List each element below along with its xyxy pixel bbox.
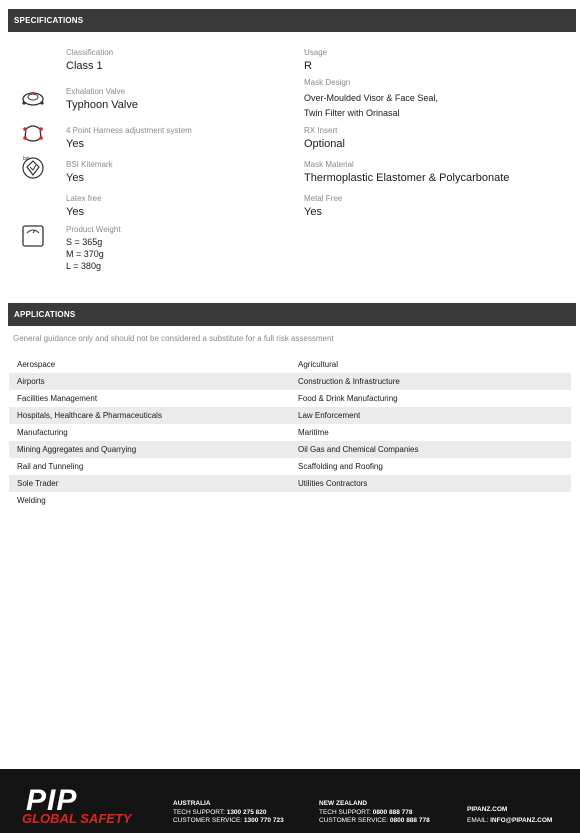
nz-tech-label: TECH SUPPORT:	[319, 808, 371, 816]
spec-value: Optional	[304, 138, 345, 150]
nz-tech-number[interactable]: 0800 888 778	[372, 808, 413, 816]
application-right	[290, 492, 571, 509]
pip-logo	[22, 783, 147, 825]
spec-mask-material	[304, 160, 564, 185]
spec-value: Yes	[66, 172, 84, 184]
spec-value: Yes	[66, 138, 84, 150]
spec-label: Product Weight	[66, 225, 121, 234]
table-row	[9, 441, 571, 458]
table-row	[9, 475, 571, 492]
applications-header: APPLICATIONS	[8, 303, 576, 326]
spec-label: Metal Free	[304, 194, 343, 203]
application-left: Manufacturing	[17, 428, 68, 437]
spec-rx-insert	[304, 126, 564, 151]
spec-exhalation-valve	[66, 87, 286, 112]
spec-label: BSI Kitemark	[66, 160, 113, 169]
svg-text:bsi: bsi	[23, 156, 30, 162]
footer-new-zealand	[319, 800, 430, 826]
au-tech-label: TECH SUPPORT:	[173, 808, 225, 816]
application-right: Scaffolding and Roofing	[298, 462, 383, 471]
spec-label: RX Insert	[304, 126, 338, 135]
spec-value: R	[304, 60, 312, 72]
spec-label: Classification	[66, 48, 114, 57]
application-left: Hospitals, Healthcare & Pharmaceuticals	[9, 407, 290, 424]
au-cs-label: CUSTOMER SERVICE:	[173, 817, 243, 824]
spec-label: Usage	[304, 48, 328, 57]
exhalation-valve-icon	[20, 86, 46, 112]
spec-mask-design	[304, 78, 564, 119]
footer-australia	[173, 800, 284, 826]
application-right: Oil Gas and Chemical Companies	[298, 445, 419, 454]
table-row	[9, 492, 571, 509]
application-right: Agricultural	[298, 360, 339, 369]
table-row	[9, 356, 571, 373]
application-right: Utilities Contractors	[298, 479, 368, 488]
svg-text:PIP: PIP	[26, 784, 78, 817]
guidance-note: General guidance only and should not be considered a substitute for a full risk assessment	[13, 334, 334, 343]
application-right: Law Enforcement	[298, 411, 361, 420]
specifications-header: SPECIFICATIONS	[8, 9, 576, 32]
spec-label: Latex free	[66, 194, 102, 203]
spec-product-weight	[66, 225, 286, 272]
spec-label: 4 Point Harness adjustment system	[66, 126, 192, 135]
spec-value: Over-Moulded Visor & Face Seal,	[304, 93, 438, 103]
spec-label: Mask Material	[304, 160, 354, 169]
application-left: Welding	[17, 496, 46, 505]
australia-heading: AUSTRALIA	[173, 800, 211, 807]
spec-value: Yes	[304, 206, 322, 218]
spec-classification	[66, 48, 286, 73]
footer-contact	[467, 806, 552, 825]
application-left: Facilities Management	[17, 394, 98, 403]
table-row	[9, 458, 571, 475]
spec-bsi-kitemark	[66, 160, 286, 185]
table-row	[9, 407, 571, 424]
spec-harness	[66, 126, 286, 151]
weight-small: S = 365g	[66, 237, 103, 247]
weight-medium: M = 370g	[66, 249, 104, 259]
bsi-kitemark-icon	[20, 154, 46, 180]
weight-scale-icon	[20, 223, 46, 249]
application-left: Mining Aggregates and Quarrying	[9, 441, 290, 458]
spec-latex-free	[66, 194, 286, 219]
spec-value: Class 1	[66, 60, 103, 72]
table-row	[9, 390, 571, 407]
footer	[0, 769, 580, 833]
nz-cs-number[interactable]: 0800 888 778	[389, 817, 430, 824]
spec-metal-free	[304, 194, 564, 219]
nz-cs-label: CUSTOMER SERVICE:	[319, 817, 389, 824]
spec-value: Typhoon Valve	[66, 99, 138, 111]
email-label: EMAIL:	[467, 816, 489, 824]
applications-table	[9, 356, 571, 509]
au-cs-number[interactable]: 1300 770 723	[243, 817, 284, 824]
table-row	[9, 424, 571, 441]
spec-usage	[304, 48, 564, 73]
application-right: Maritime	[298, 428, 329, 437]
spec-value: Thermoplastic Elastomer & Polycarbonate	[304, 172, 510, 184]
spec-label: Exhalation Valve	[66, 87, 125, 96]
harness-icon	[20, 121, 46, 147]
spec-value: Twin Filter with Orinasal	[304, 108, 400, 118]
svg-text:GLOBAL SAFETY: GLOBAL SAFETY	[22, 811, 132, 825]
spec-label: Mask Design	[304, 78, 351, 87]
au-tech-number[interactable]: 1300 275 820	[226, 808, 267, 816]
application-left: Aerospace	[17, 360, 56, 369]
application-left: Airports	[9, 373, 290, 390]
application-left: Sole Trader	[9, 475, 290, 492]
table-row	[9, 373, 571, 390]
email-link[interactable]: INFO@PIPANZ.COM	[490, 816, 553, 824]
application-right: Food & Drink Manufacturing	[298, 394, 398, 403]
nz-heading: NEW ZEALAND	[319, 800, 368, 807]
application-right: Construction & Infrastructure	[298, 377, 400, 386]
spec-value: Yes	[66, 206, 84, 218]
website-link[interactable]: PIPANZ.COM	[467, 806, 508, 813]
application-left: Rail and Tunneling	[17, 462, 84, 471]
weight-large: L = 380g	[66, 261, 101, 271]
